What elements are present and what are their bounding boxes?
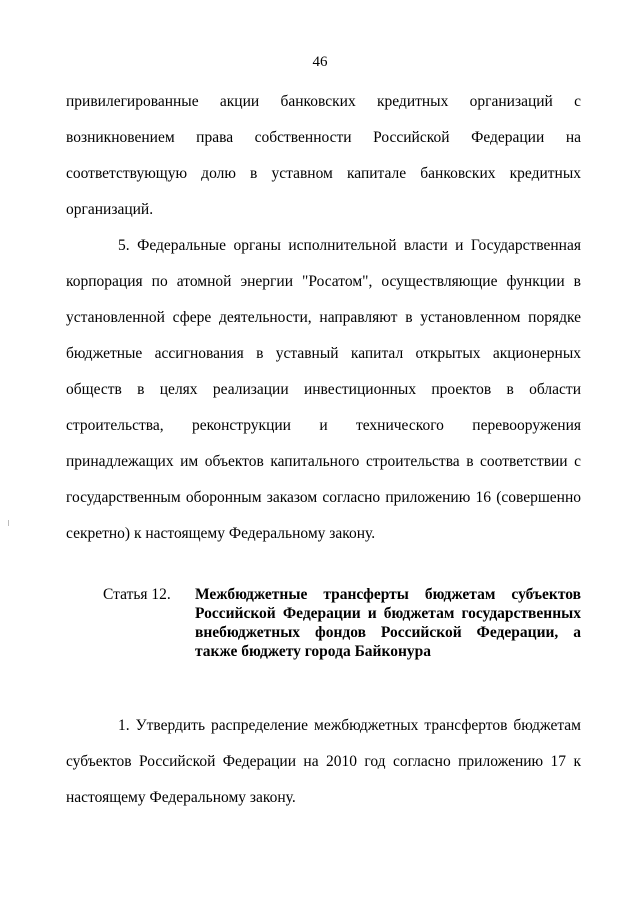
paragraph-item-1 — [66, 708, 581, 816]
article-title: Межбюджетные трансферты бюджетам субъектов Российской Федерации и бюджетам государственных внебюджетных фондов Российской Федерации, а также бюджету города Байконура — [195, 586, 581, 660]
paragraph-item-1-text: 1. Утвердить распределение межбюджетных трансфертов бюджетам субъектов Российской Федерации на 2010 год согласно приложению 17 к настоящему Федеральному закону. — [66, 717, 581, 806]
margin-mark — [8, 520, 9, 526]
article-label: Статья 12. — [103, 586, 171, 603]
paragraph-item-5-text: 5. Федеральные органы исполнительной власти и Государственная корпорация по атомной энергии "Росатом", осуществляющие функции в установленной сфере деятельности, направляют в установленном порядке бюджетные ассигнования в уставный капитал открытых акционерных обществ в целях реализации инвестиционных проектов в области строительства, реконструкции и технического перевооружения принадлежащих им объектов капитального строительства в соответствии с государственным оборонным заказом согласно приложению 16 (совершенно секретно) к настоящему Федеральному закону. — [66, 237, 581, 542]
paragraph-continued-text: привилегированные акции банковских кредитных организаций с возникновением права собственности Российской Федерации на соответствующую долю в уставном капитале банковских кредитных организаций. — [66, 93, 581, 218]
page-number: 46 — [312, 54, 328, 70]
paragraph-continued — [66, 84, 581, 228]
paragraph-item-5 — [66, 228, 581, 552]
